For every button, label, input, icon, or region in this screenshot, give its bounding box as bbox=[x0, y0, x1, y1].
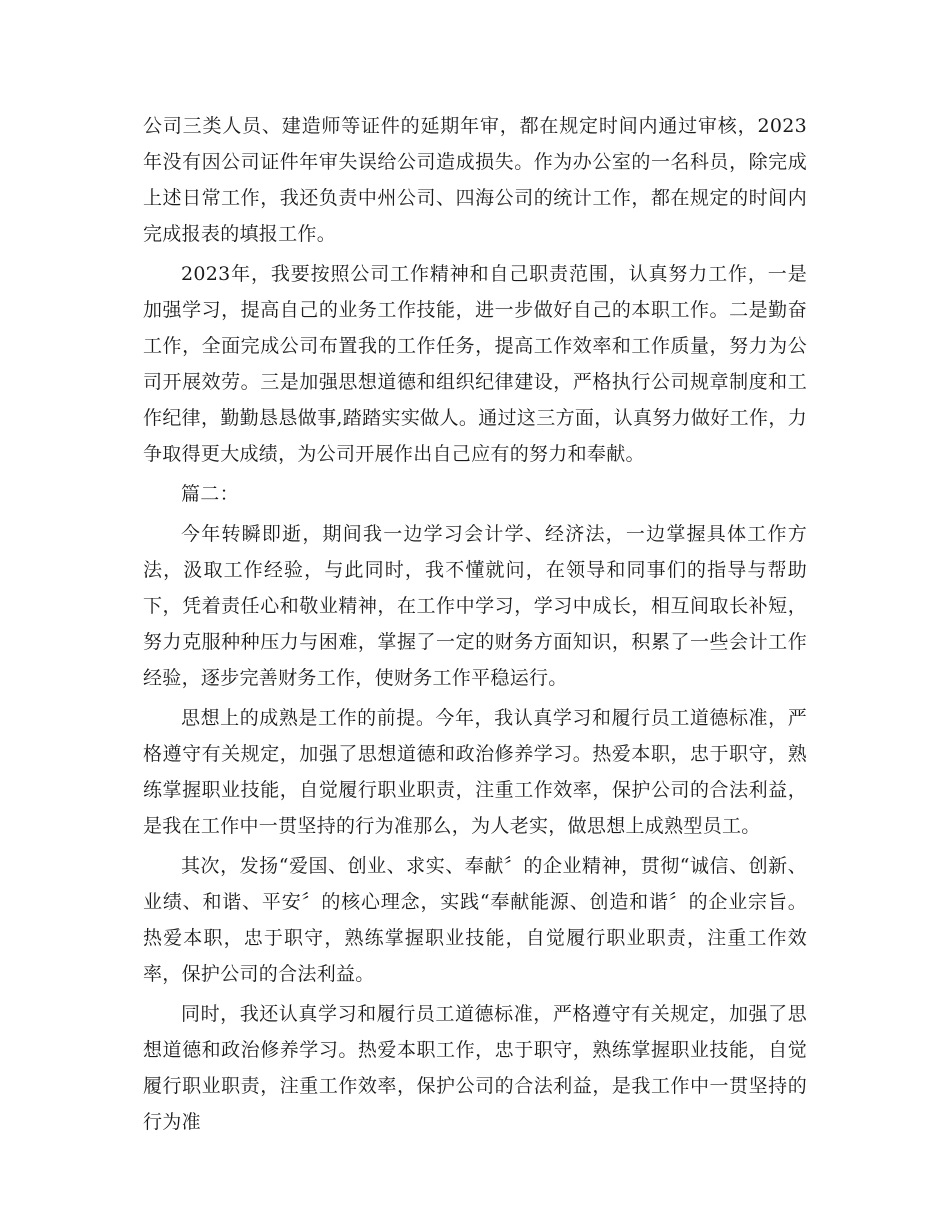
paragraph-corporate-spirit: 其次，发扬“爱国、创业、求实、奉献〞的企业精神，贯彻“诚信、创新、业绩、和谐、平安〞的核心理念，实践“奉献能源、创造和谐〞的企业宗旨。热爱本职，忠于职守，熟练掌握职业技能，自觉履行职业职责，注重工作效率，保护公司的合法利益。 bbox=[143, 855, 807, 985]
paragraph-plan-2023: 2023年，我要按照公司工作精神和自己职责范围，认真努力工作，一是加强学习，提高自己的业务工作技能，进一步做好自己的本职工作。二是勤奋工作，全面完成公司布置我的工作任务，提高工作效率和工作质量，努力为公司开展效劳。三是加强思想道德和组织纪律建设，严格执行公司规章制度和工作纪律，勤勤恳恳做事,踏踏实实做人。通过这三方面，认真努力做好工作，力争取得更大成绩，为公司开展作出自己应有的努力和奉献。 bbox=[143, 263, 807, 465]
paragraph-professional-ethics: 同时，我还认真学习和履行员工道德标准，严格遵守有关规定，加强了思想道德和政治修养学习。热爱本职工作，忠于职守，熟练掌握职业技能，自觉履行职业职责，注重工作效率，保护公司的合法利益，是我工作中一贯坚持的行为准 bbox=[143, 1003, 807, 1133]
document-body bbox=[143, 108, 807, 1140]
paragraph-ideological-maturity: 思想上的成熟是工作的前提。今年，我认真学习和履行员工道德标准，严格遵守有关规定，加强了思想道德和政治修养学习。热爱本职，忠于职守，熟练掌握职业技能，自觉履行职业职责，注重工作效率，保护公司的合法利益，是我在工作中一贯坚持的行为准那么，为人老实，做思想上成熟型员工。 bbox=[143, 707, 807, 837]
paragraph-year-review: 今年转瞬即逝，期间我一边学习会计学、经济法，一边掌握具体工作方法，汲取工作经验，与此同时，我不懂就问，在领导和同事们的指导与帮助下，凭着责任心和敬业精神，在工作中学习，学习中成长，相互间取长补短，努力克服种种压力与困难，掌握了一定的财务方面知识，积累了一些会计工作经验，逐步完善财务工作，使财务工作平稳运行。 bbox=[143, 523, 807, 689]
paragraph-continuation: 公司三类人员、建造师等证件的延期年审，都在规定时间内通过审核，2023年没有因公司证件年审失误给公司造成损失。作为办公室的一名科员，除完成上述日常工作，我还负责中州公司、四海公司的统计工作，都在规定的时间内完成报表的填报工作。 bbox=[143, 115, 807, 245]
section-heading-part-two: 篇二： bbox=[181, 483, 239, 505]
